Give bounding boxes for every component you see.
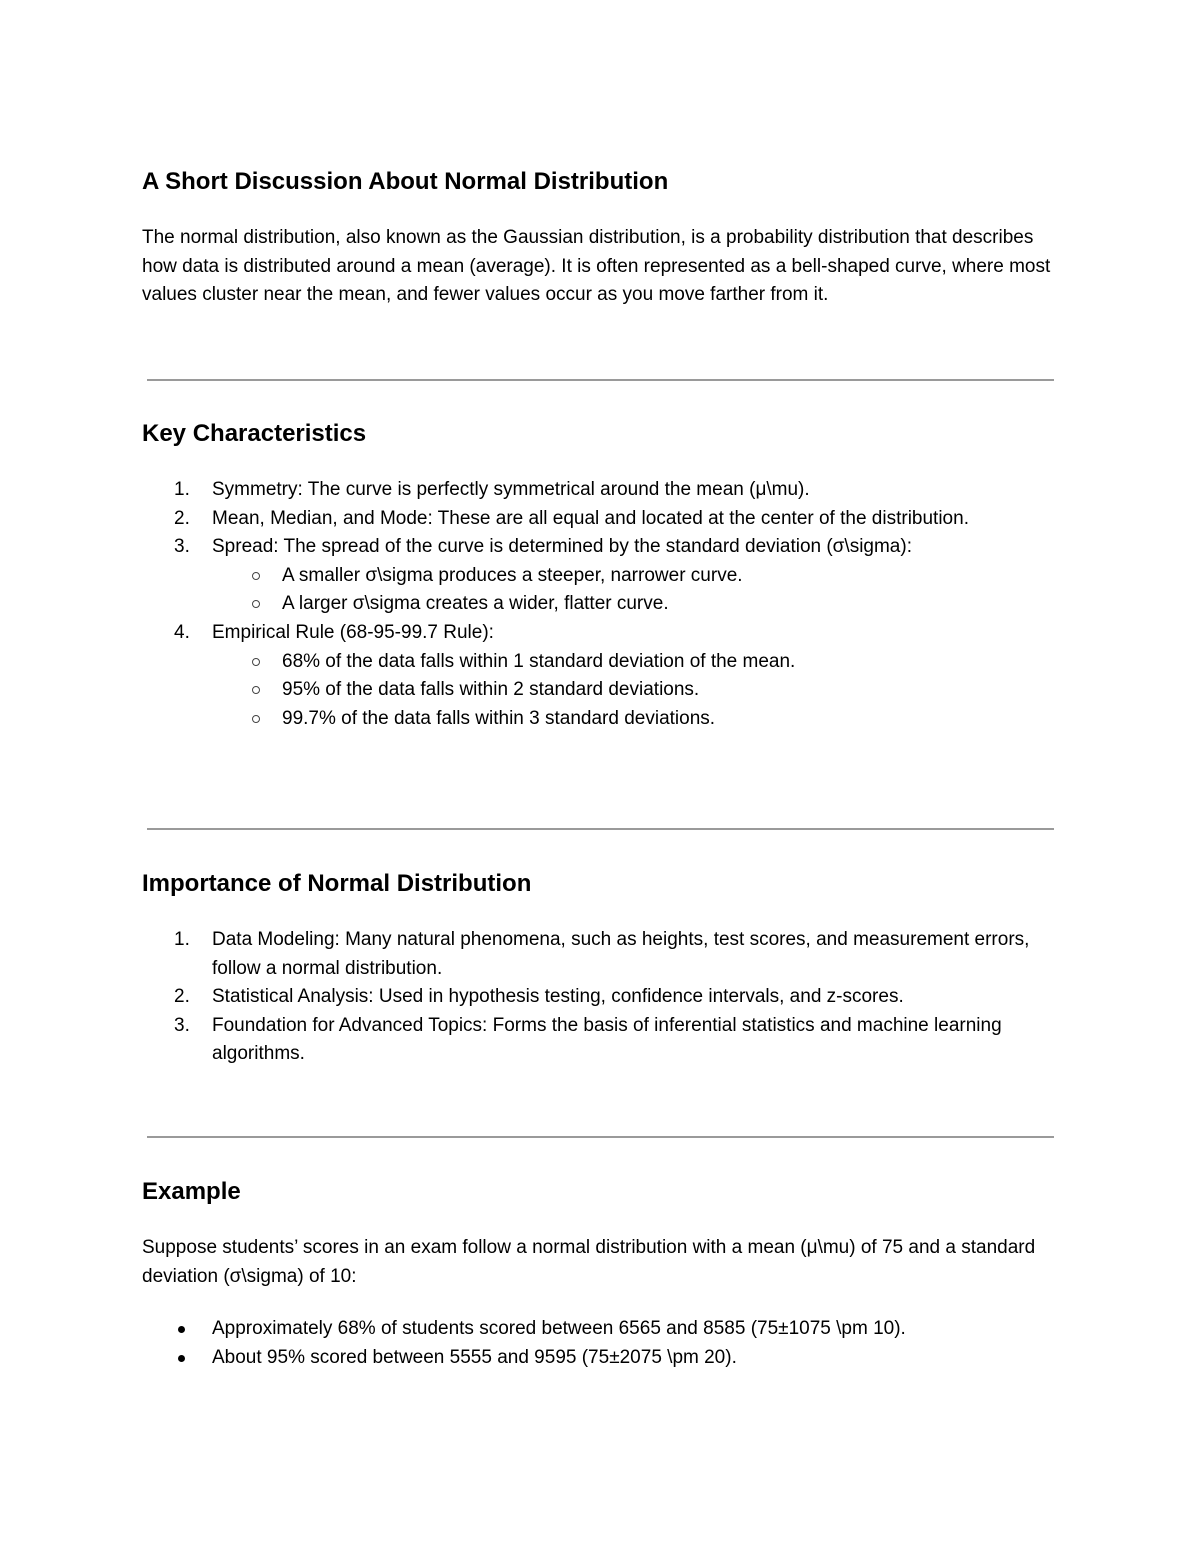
sub-list-item — [212, 676, 1054, 705]
key-characteristics-heading: Key Characteristics — [142, 420, 367, 447]
sub-list-item-text: 68% of the data falls within 1 standard deviation of the mean. — [282, 650, 796, 672]
document-title: A Short Discussion About Normal Distribution — [142, 168, 669, 195]
example-paragraph: Suppose students’ scores in an exam follow a normal distribution with a mean (μ\mu) of 75 and a standard deviation (σ\sigma) of 10: — [142, 1237, 1036, 1287]
sub-list-item-text: 99.7% of the data falls within 3 standard deviations. — [282, 707, 716, 729]
list-number: 1. — [174, 929, 190, 950]
list-number: 3. — [174, 536, 190, 558]
key-characteristics-list — [142, 476, 1054, 733]
list-item-text: Statistical Analysis: Used in hypothesis testing, confidence intervals, and z-scores. — [212, 986, 904, 1008]
sub-list-item — [212, 705, 1054, 734]
list-item — [142, 619, 1054, 733]
list-item — [142, 1315, 1054, 1344]
list-item — [142, 505, 1054, 534]
list-item-text: Data Modeling: Many natural phenomena, such as heights, test scores, and measurement errors, follow a normal distribution. — [212, 929, 1030, 979]
list-item — [142, 533, 1054, 619]
list-item-text: Mean, Median, and Mode: These are all equal and located at the center of the distribution. — [212, 507, 969, 529]
sub-list-item — [212, 590, 1054, 619]
list-number: 4. — [174, 621, 190, 643]
section-divider — [147, 1136, 1054, 1138]
list-item-text: Foundation for Advanced Topics: Forms the basis of inferential statistics and machine learning algorithms. — [212, 1014, 1002, 1065]
hollow-bullet-icon — [252, 658, 260, 666]
list-item-text: Empirical Rule (68-95-99.7 Rule): — [212, 621, 494, 643]
hollow-bullet-icon — [252, 572, 260, 580]
hollow-bullet-icon — [252, 686, 260, 694]
sub-list-item — [212, 648, 1054, 677]
hollow-bullet-icon — [252, 600, 260, 608]
list-item-text: Approximately 68% of students scored between 6565 and 8585 (75±1075 \pm 10). — [212, 1318, 906, 1339]
list-number: 1. — [174, 479, 190, 500]
list-number: 2. — [174, 986, 190, 1008]
list-item — [142, 926, 1054, 983]
intro-paragraph: The normal distribution, also known as the Gaussian distribution, is a probability distribution that describes how data is distributed around a mean (average). It is often represented as a bell-shaped curve, where most values cluster near the mean, and fewer values occur as you move farther from it. — [142, 227, 1051, 306]
list-item-text: Spread: The spread of the curve is determined by the standard deviation (σ\sigma): — [212, 536, 912, 558]
sub-list-item-text: A smaller σ\sigma produces a steeper, narrower curve. — [282, 564, 743, 586]
sub-list — [212, 562, 1054, 619]
example-heading: Example — [142, 1178, 241, 1205]
list-item — [142, 983, 1054, 1012]
sub-list-item-text: 95% of the data falls within 2 standard deviations. — [282, 679, 700, 701]
section-divider — [147, 828, 1054, 830]
bullet-icon — [178, 1355, 185, 1362]
sub-list-item-text: A larger σ\sigma creates a wider, flatter curve. — [282, 593, 669, 615]
list-item — [142, 476, 1054, 505]
importance-list — [142, 926, 1054, 1069]
list-item-text: Symmetry: The curve is perfectly symmetrical around the mean (μ\mu). — [212, 479, 810, 500]
sub-list-item — [212, 562, 1054, 591]
section-divider — [147, 379, 1054, 381]
sub-list — [212, 648, 1054, 734]
list-item-text: About 95% scored between 5555 and 9595 (75±2075 \pm 20). — [212, 1346, 737, 1368]
hollow-bullet-icon — [252, 715, 260, 723]
list-number: 2. — [174, 507, 190, 529]
importance-heading: Importance of Normal Distribution — [142, 870, 532, 897]
list-number: 3. — [174, 1014, 190, 1036]
list-item — [142, 1344, 1054, 1373]
list-item — [142, 1012, 1054, 1069]
example-bullet-list — [142, 1315, 1054, 1372]
bullet-icon — [178, 1326, 185, 1333]
